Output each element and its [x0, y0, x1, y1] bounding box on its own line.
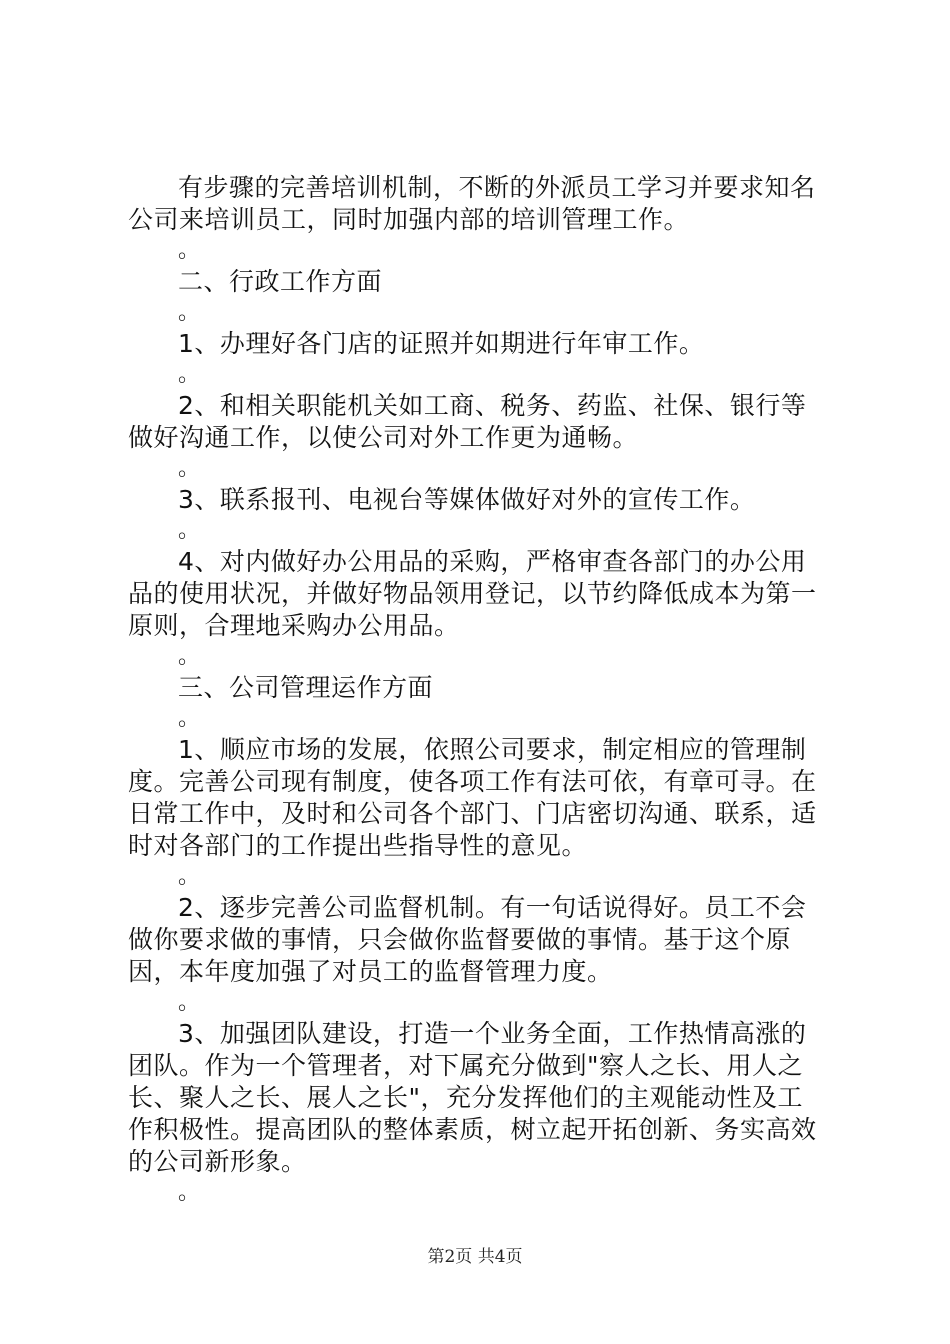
paragraph-end-mark: 。 [178, 456, 201, 481]
paragraph-end-mark: 。 [178, 300, 201, 325]
body-paragraph: 有步骤的完善培训机制，不断的外派员工学习并要求知名公司来培训员工，同时加强内部的培训管理工作。 [128, 173, 816, 234]
body-paragraph: 3、加强团队建设，打造一个业务全面，工作热情高涨的团队。作为一个管理者，对下属充分做到"察人之长、用人之长、聚人之长、展人之长"，充分发挥他们的主观能动性及工作积极性。提高团队的整体素质，树立起开拓创新、务实高效的公司新形象。 [128, 1019, 817, 1176]
paragraph-end-mark: 。 [178, 864, 201, 889]
body-paragraph: 2、逐步完善公司监督机制。有一句话说得好。员工不会做你要求做的事情，只会做你监督要做的事情。基于这个原因，本年度加强了对员工的监督管理力度。 [128, 893, 807, 986]
body-paragraph: 3、联系报刊、电视台等媒体做好对外的宣传工作。 [178, 485, 756, 514]
body-paragraph: 1、顺应市场的发展，依照公司要求，制定相应的管理制度。完善公司现有制度，使各项工作有法可依，有章可寻。在日常工作中，及时和公司各个部门、门店密切沟通、联系，适时对各部门的工作提出些指导性的意见。 [128, 735, 817, 860]
body-paragraph: 2、和相关职能机关如工商、税务、药监、社保、银行等做好沟通工作，以使公司对外工作更为通畅。 [128, 391, 807, 452]
paragraph-end-mark: 。 [178, 238, 201, 263]
page-footer: 第2页 共4页 [427, 1247, 523, 1267]
paragraph-end-mark: 。 [178, 518, 201, 543]
body-paragraph: 二、行政工作方面 [178, 267, 383, 296]
body-paragraph: 1、办理好各门店的证照并如期进行年审工作。 [178, 329, 705, 358]
body-paragraph: 三、公司管理运作方面 [178, 673, 434, 702]
paragraph-end-mark: 。 [178, 706, 201, 731]
paragraph-end-mark: 。 [178, 362, 201, 387]
paragraph-end-mark: 。 [178, 1180, 201, 1205]
body-paragraph: 4、对内做好办公用品的采购，严格审查各部门的办公用品的使用状况，并做好物品领用登记，以节约降低成本为第一原则，合理地采购办公用品。 [128, 547, 817, 640]
paragraph-end-mark: 。 [178, 644, 201, 669]
paragraph-end-mark: 。 [178, 990, 201, 1015]
document-body [128, 172, 828, 1208]
